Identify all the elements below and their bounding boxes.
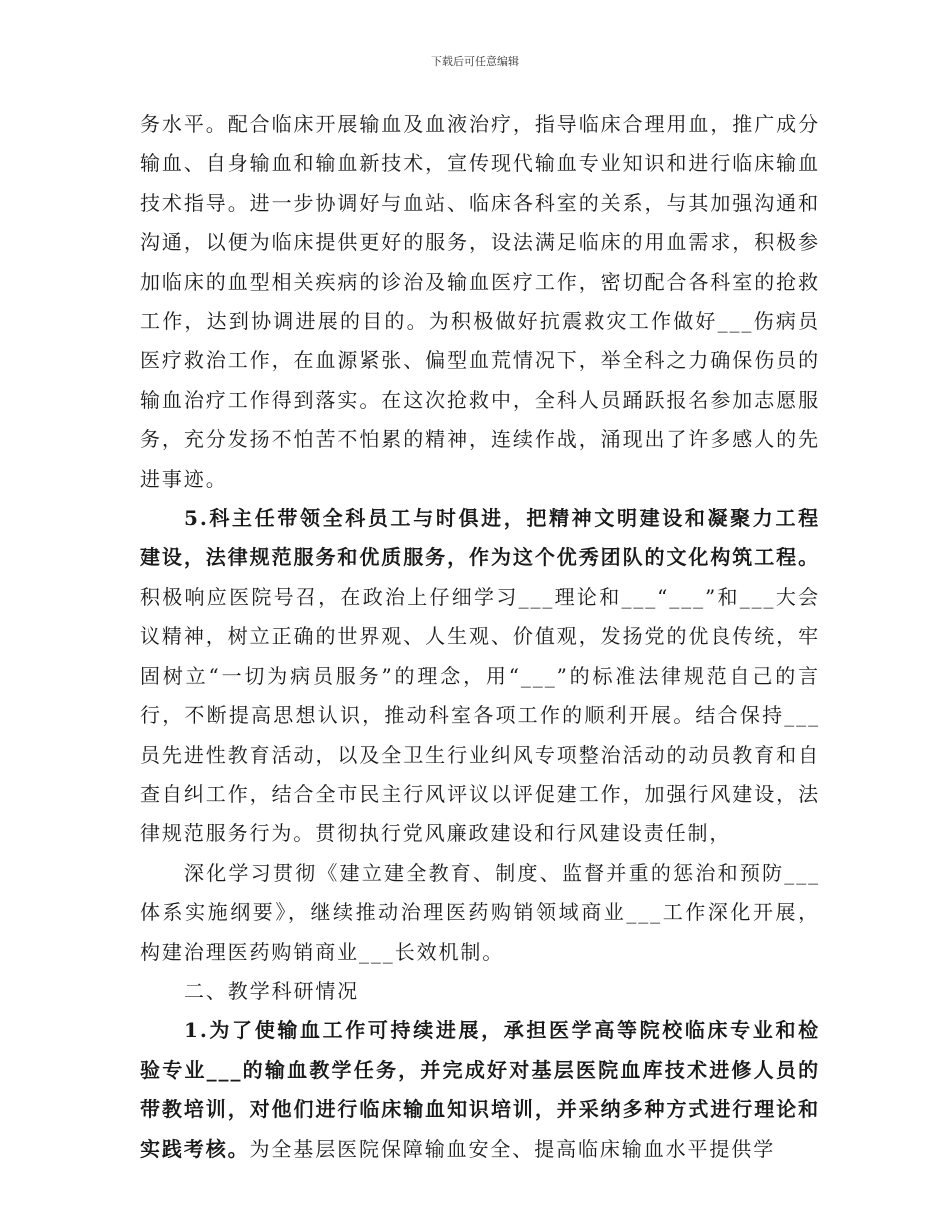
document-body — [140, 105, 820, 1169]
paragraph-lead-bold: 1.为了使输血工作可持续进展，承担医学高等院校临床专业和检验专业___的输血教学任务，并完成好对基层医院血库技术进修人员的带教培训，对他们进行临床输血知识培训，并采纳多种方式进行理论和实践考核。 — [140, 1018, 820, 1161]
paragraph-blood-service: 务水平。配合临床开展输血及血液治疗，指导临床合理用血，推广成分输血、自身输血和输血新技术，宣传现代输血专业知识和进行临床输血技术指导。进一步协调好与血站、临床各科室的关系，与其加强沟通和沟通，以便为临床提供更好的服务，设法满足临床的用血需求，积极参加临床的血型相关疾病的诊治及输血医疗工作，密切配合各科室的抢救工作，达到协调进展的目的。为积极做好抗震救灾工作做好___伤病员医疗救治工作，在血源紧张、偏型血荒情况下，举全科之力确保伤员的输血治疗工作得到落实。在这次抢救中，全科人员踊跃报名参加志愿服务，充分发扬不怕苦不怕累的精神，连续作战，涌现出了许多感人的先进事迹。 — [140, 112, 820, 491]
paragraph-teaching — [140, 1011, 820, 1169]
page-header: 下载后可任意编辑 — [431, 55, 519, 68]
paragraph-spiritual-civilization — [140, 499, 820, 854]
paragraph-anti-corruption: 深化学习贯彻《建立建全教育、制度、监督并重的惩治和预防___体系实施纲要》，继续推动治理医药购销领域商业___工作深化开展，构建治理医药购销商业___长效机制。 — [140, 860, 820, 964]
section-heading-teaching-research: 二、教学科研情况 — [184, 978, 360, 1003]
paragraph-lead-bold: 5.科主任带领全科员工与时俱进，把精神文明建设和凝聚力工程建设，法律规范服务和优质服务，作为这个优秀团队的文化构筑工程。 — [140, 506, 820, 570]
paragraph-body-text: 为全基层医院保障输血安全、提高临床输血水平提供学 — [249, 1136, 776, 1161]
paragraph-body-text: 积极响应医院号召，在政治上仔细学习___理论和___“___”和___大会议精神，树立正确的世界观、人生观、价值观，发扬党的优良传统，牢固树立“一切为病员服务”的理念，用“___”的标准法律规范自己的言行，不断提高思想认识，推动科室各项工作的顺利开展。结合保持___员先进性教育活动，以及全卫生行业纠风专项整治活动的动员教育和自查自纠工作，结合全市民主行风评议以评促建工作，加强行风建设，法律规范服务行为。贯彻执行党风廉政建设和行风建设责任制， — [140, 584, 820, 846]
